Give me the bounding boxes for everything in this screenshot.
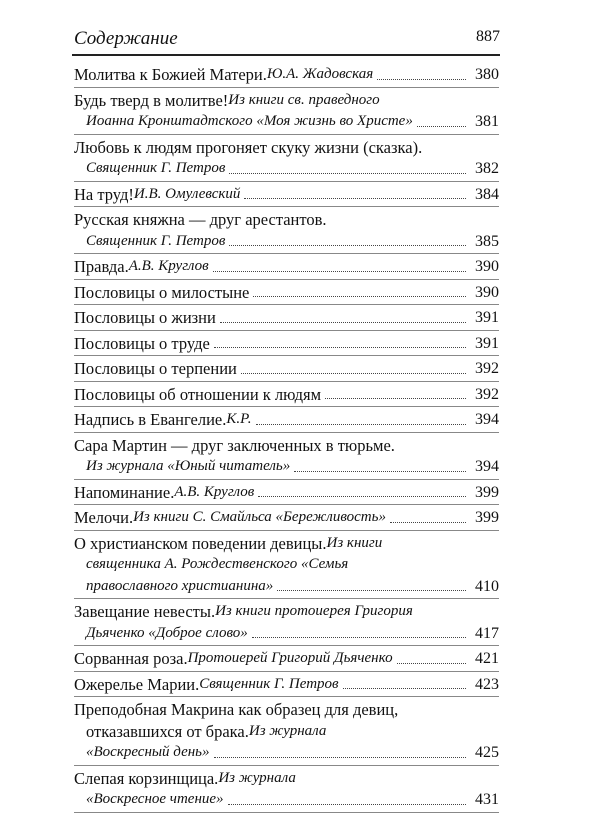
toc-entry[interactable] (74, 282, 499, 306)
dot-leader (253, 296, 466, 297)
entry-title: Пословицы о труде (74, 333, 210, 353)
entry-page-number: 394 (475, 458, 499, 475)
entry-author-source: Из журнала (218, 769, 296, 786)
toc-entry-line (74, 507, 499, 529)
toc-entry[interactable] (74, 90, 499, 135)
page-number: 887 (476, 28, 500, 45)
dot-leader (229, 173, 466, 174)
entry-author-source: православного христианина» (86, 577, 274, 594)
entry-page-number: 399 (475, 509, 499, 526)
toc-entry-line (74, 137, 499, 159)
toc-entry-line (74, 409, 499, 431)
toc-entry[interactable] (74, 358, 499, 382)
entry-title: Пословицы о жизни (74, 308, 216, 327)
entry-title: На труд! (74, 184, 134, 204)
toc-entry-line (74, 648, 499, 670)
entry-author-source: Иоанна Кронштадтского «Моя жизнь во Христе» (86, 113, 413, 129)
dot-leader (343, 688, 466, 689)
toc-entry-line (74, 90, 499, 112)
dot-leader (417, 126, 466, 127)
dot-leader (377, 79, 466, 80)
dot-leader (228, 804, 466, 805)
toc-entry[interactable] (74, 507, 499, 531)
entry-title: Правда. (74, 257, 129, 276)
toc-entry[interactable] (74, 384, 499, 408)
entry-author-source: Священник Г. Петров (86, 160, 226, 176)
entry-page-number: 380 (475, 66, 499, 83)
toc-entry[interactable] (74, 137, 499, 182)
toc-entry-line (74, 721, 499, 743)
dot-leader (213, 271, 466, 272)
dot-leader (244, 198, 466, 199)
entry-author-source: К.Р. (226, 411, 252, 427)
toc-entry-line (74, 184, 499, 206)
toc-entry[interactable] (74, 533, 499, 600)
entry-page-number: 390 (475, 283, 499, 301)
toc-entry[interactable] (74, 601, 499, 646)
entry-title: Пословицы о терпении (74, 359, 237, 378)
dot-leader (229, 245, 466, 246)
toc-entry[interactable] (74, 64, 499, 88)
entry-title: Сорванная роза. (74, 649, 188, 668)
toc-entry-line (74, 435, 499, 457)
toc-entry[interactable] (74, 435, 499, 480)
toc-entry-line (74, 576, 499, 598)
entry-page-number: 394 (475, 411, 499, 428)
entry-title: Русская княжна — друг арестантов. (74, 210, 327, 229)
toc-entry[interactable] (74, 699, 499, 766)
entry-page-number: 381 (475, 113, 499, 130)
entry-author-source: И.В. Омулевский (133, 185, 241, 202)
toc-entry-line (74, 674, 499, 696)
entry-page-number: 431 (475, 791, 499, 808)
entry-author-source: Священник Г. Петров (86, 232, 226, 249)
entry-author-source: Из журнала «Юный читатель» (86, 458, 291, 474)
toc-entry-line (74, 456, 499, 478)
entry-title: Молитва к Божией Матери. (74, 65, 267, 84)
entry-title: Будь тверд в молитве! (74, 90, 229, 110)
entry-author-source: Из книги св. праведного (228, 91, 380, 108)
entry-page-number: 382 (475, 160, 499, 177)
entry-title: Мелочи. (74, 508, 134, 527)
toc-entry-line (74, 158, 499, 180)
entry-title: Любовь к людям прогоняет скуку жизни (сказка). (74, 137, 423, 157)
toc-entry[interactable] (74, 674, 499, 698)
dot-leader (241, 373, 466, 374)
toc-entry-line (74, 111, 499, 133)
dot-leader (256, 424, 466, 425)
entry-page-number: 391 (475, 309, 499, 326)
toc-entry-line (74, 384, 499, 406)
toc-entry-line (74, 307, 499, 329)
dot-leader (220, 322, 466, 323)
toc-entry[interactable] (74, 256, 499, 280)
toc-entry-line (74, 742, 499, 764)
toc-entry-line (74, 789, 499, 811)
entry-title: Надпись в Евангелие. (74, 410, 227, 429)
toc-entry-line (74, 623, 499, 645)
dot-leader (390, 522, 466, 523)
table-of-contents (74, 64, 499, 815)
entry-title: Преподобная Макрина как образец для девиц, (74, 700, 399, 719)
page-header (72, 22, 500, 56)
entry-author-source: «Воскресное чтение» (86, 791, 224, 807)
entry-author-source: Из книги (326, 534, 383, 551)
entry-title: Пословицы о милостыне (74, 282, 250, 302)
entry-page-number: 390 (475, 258, 499, 275)
entry-title: Слепая корзинщица. (74, 768, 219, 788)
toc-entry-line (74, 333, 499, 355)
entry-title: Ожерелье Марии. (74, 674, 200, 694)
toc-entry[interactable] (74, 307, 499, 331)
dot-leader (214, 347, 466, 348)
toc-entry-line (74, 533, 499, 555)
toc-entry-line (74, 699, 499, 721)
entry-title: Напоминание. (74, 482, 175, 502)
dot-leader (214, 757, 466, 758)
toc-entry[interactable] (74, 409, 499, 433)
entry-title: Пословицы об отношении к людям (74, 384, 322, 404)
entry-author-source: Дьяченко «Доброе слово» (86, 624, 248, 641)
entry-page-number: 384 (475, 185, 499, 203)
toc-entry[interactable] (74, 209, 499, 254)
entry-author-source: священника А. Рождественского «Семья (86, 556, 349, 572)
entry-author-source: А.В. Круглов (128, 258, 209, 274)
entry-author-source: Из журнала (248, 722, 327, 739)
dot-leader (294, 471, 466, 472)
entry-page-number: 425 (475, 744, 499, 761)
toc-entry-line (74, 358, 499, 380)
toc-entry-line (74, 209, 499, 231)
toc-entry-line (74, 554, 499, 576)
entry-author-source: Из книги протоиерея Григория (215, 603, 413, 619)
entry-author-source: Священник Г. Петров (199, 675, 339, 692)
dot-leader (397, 663, 466, 664)
toc-entry[interactable] (74, 184, 499, 208)
toc-entry-line (74, 282, 499, 304)
toc-entry-line (74, 256, 499, 278)
toc-entry-line (74, 482, 499, 504)
dot-leader (325, 398, 466, 399)
entry-page-number: 392 (475, 385, 499, 403)
entry-title: Сара Мартин — друг заключенных в тюрьме. (74, 435, 395, 455)
entry-author-source: Из книги С. Смайльса «Бережливость» (133, 509, 386, 525)
entry-title: отказавшихся от брака. (86, 721, 249, 741)
entry-page-number: 392 (475, 360, 499, 377)
dot-leader (252, 637, 466, 638)
toc-entry-line (74, 231, 499, 253)
toc-entry-line (74, 64, 499, 86)
entry-title: О христианском поведении девицы. (74, 533, 327, 553)
running-title: Содержание (74, 28, 178, 49)
entry-page-number: 410 (475, 577, 499, 595)
toc-entry[interactable] (74, 648, 499, 672)
entry-page-number: 417 (475, 624, 499, 642)
entry-page-number: 399 (475, 483, 499, 501)
entry-author-source: А.В. Круглов (174, 483, 255, 500)
dot-leader (258, 496, 466, 497)
toc-entry[interactable] (74, 768, 499, 813)
entry-author-source: «Воскресный день» (86, 744, 210, 760)
entry-page-number: 391 (475, 334, 499, 352)
entry-page-number: 423 (475, 675, 499, 693)
dot-leader (277, 590, 466, 591)
entry-title: Завещание невесты. (74, 602, 216, 621)
entry-page-number: 385 (475, 232, 499, 250)
entry-author-source: Ю.А. Жадовская (266, 66, 374, 82)
entry-author-source: Протоиерей Григорий Дьяченко (187, 650, 393, 666)
toc-entry-line (74, 768, 499, 790)
toc-entry[interactable] (74, 482, 499, 506)
toc-entry-line (74, 601, 499, 623)
toc-entry[interactable] (74, 333, 499, 357)
entry-page-number: 421 (475, 650, 499, 667)
